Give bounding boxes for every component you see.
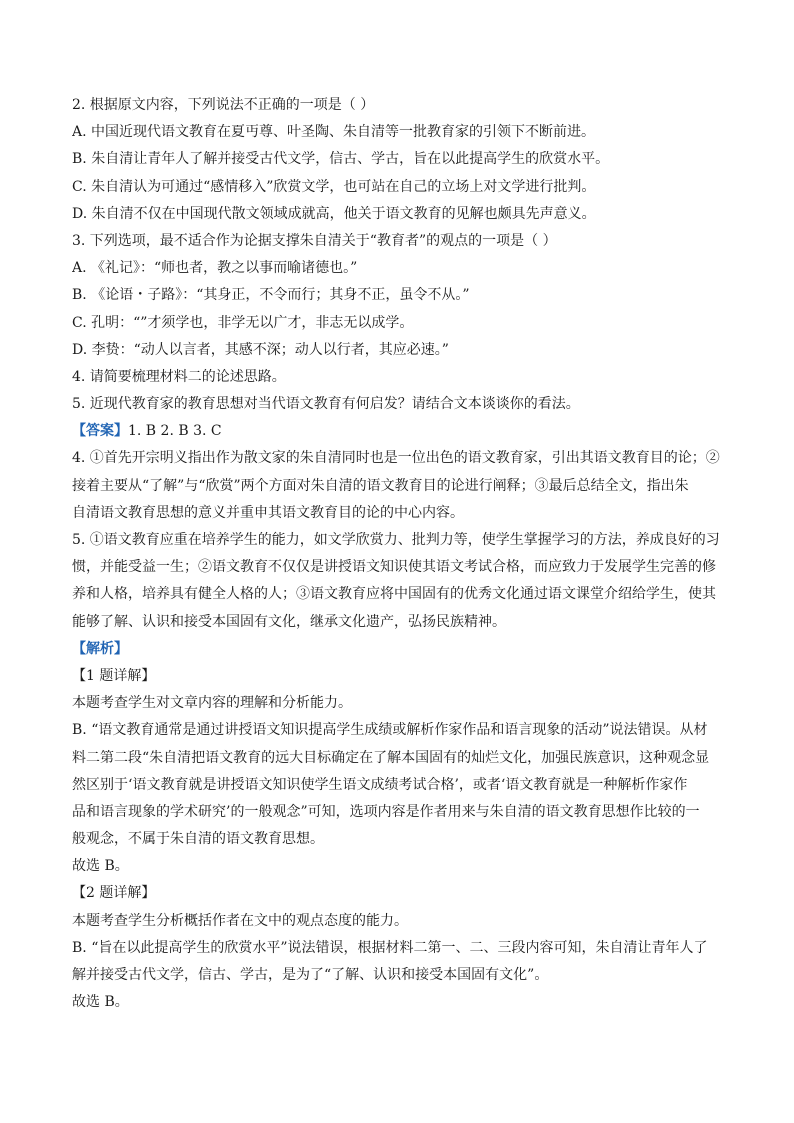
- q2-stem: 2. 根据原文内容，下列说法不正确的一项是（ ）: [72, 97, 375, 113]
- detail-2-line: B. “旨在以此提高学生的欣赏水平”说法错误，根据材料二第一、二、三段内容可知，朱自清让青年人了: [72, 939, 708, 956]
- q4-stem: 4. 请简要梳理材料二的论述思路。: [72, 368, 286, 385]
- q3-option-d: D. 李贽：“动人以言者，其感不深；动人以行者，其应必速。”: [72, 341, 449, 358]
- answer-5: [72, 527, 720, 636]
- q5-stem: 5. 近现代教育家的教育思想对当代语文教育有何启发？请结合文本谈谈你的看法。: [72, 396, 580, 413]
- detail-1-line: 般观念，不属于朱自清的语文教育思想。: [72, 831, 324, 848]
- answer-5-line: 5. ①语文教育应重在培养学生的能力，如文学欣赏力、批判力等，使学生掌握学习的方法，养成良好的习: [72, 532, 720, 548]
- detail-2-line: 本题考查学生分析概括作者在文中的观点态度的能力。: [72, 912, 408, 929]
- detail-2-heading: 【2 题详解】: [72, 885, 156, 902]
- detail-1-line: 本题考查学生对文章内容的理解和分析能力。: [72, 695, 352, 712]
- q2-option-c: C. 朱自清认为可通过“感情移入”欣赏文学，也可站在自己的立场上对文学进行批判。: [72, 178, 596, 195]
- detail-2-line: 解并接受古代文学，信古、学古，是为了“了解、认识和接受本国固有文化”。: [72, 967, 549, 983]
- detail-1-line: B. “语文教育通常是通过讲授语文知识提高学生成绩或解析作家作品和语言现象的活动”说法错误。从材: [72, 722, 708, 739]
- q2-option-b: B. 朱自清让青年人了解并接受古代文学，信古、学古，旨在以此提高学生的欣赏水平。: [72, 151, 610, 168]
- detail-1-line: 料二第二段“朱自清把语文教育的远大目标确定在了解本国固有的灿烂文化，加强民族意识，这种观念显: [72, 749, 710, 766]
- q3-stem: 3. 下列选项，最不适合作为论据支撑朱自清关于“教育者”的观点的一项是（ ）: [72, 232, 557, 249]
- q3-option-b: B. 《论语・子路》：“其身正，不令而行；其身不正，虽令不从。”: [72, 287, 470, 304]
- q2-option-a: A. 中国近现代语文教育在夏丏尊、叶圣陶、朱自清等一批教育家的引领下不断前进。: [72, 124, 596, 141]
- answer-5-line: 惯，并能受益一生；②语文教育不仅仅是讲授语文知识使其语文考试合格，而应致力于发展学生完善的修: [72, 559, 716, 576]
- answer-4-line: 自清语文教育思想的意义并重申其语文教育目的论的中心内容。: [72, 504, 464, 521]
- detail-2-line: 故选 B。: [72, 994, 129, 1011]
- detail-1-heading: 【1 题详解】: [72, 667, 156, 684]
- detail-2-body: [72, 908, 720, 1017]
- q3-option-c: C. 孔明：“”才须学也，非学无以广才，非志无以成学。: [72, 314, 414, 331]
- answer-row: [72, 418, 720, 445]
- q2-option-d: D. 朱自清不仅在中国现代散文领域成就高，他关于语文教育的见解也颇具先声意义。: [72, 205, 596, 222]
- answer-5-line: 能够了解、认识和接受本国固有文化，继承文化遗产，弘扬民族精神。: [72, 613, 506, 630]
- answer-4-line: 4. ①首先开宗明义指出作为散文家的朱自清同时也是一位出色的语文教育家，引出其语文教育目的论；②: [72, 450, 720, 467]
- analysis-label: 【解析】: [72, 640, 128, 657]
- detail-1-body: [72, 690, 720, 880]
- document-page: [72, 92, 720, 1016]
- answer-short: 1. B 2. B 3. C: [128, 423, 222, 440]
- answer-label: 【答案】: [72, 423, 128, 440]
- answer-5-line: 养和人格，培养具有健全人格的人；③语文教育应将中国固有的优秀文化通过语文课堂介绍给学生，使其: [72, 586, 716, 603]
- answer-4: [72, 445, 720, 527]
- q3-option-a: A. 《礼记》：“师也者，教之以事而喻诸德也。”: [72, 260, 358, 277]
- detail-1-line: 品和语言现象的学术研究’的一般观念”可知，选项内容是作者用来与朱自清的语文教育思想作比较的一: [72, 803, 700, 820]
- detail-1-line: 然区别于‘语文教育就是讲授语文知识使学生语文成绩考试合格’，或者‘语文教育就是一种解析作家作: [72, 776, 688, 793]
- detail-1-line: 故选 B。: [72, 858, 129, 875]
- answer-4-line: 接着主要从“了解”与“欣赏”两个方面对朱自清的语文教育目的论进行阐释；③最后总结全文，指出朱: [72, 477, 689, 494]
